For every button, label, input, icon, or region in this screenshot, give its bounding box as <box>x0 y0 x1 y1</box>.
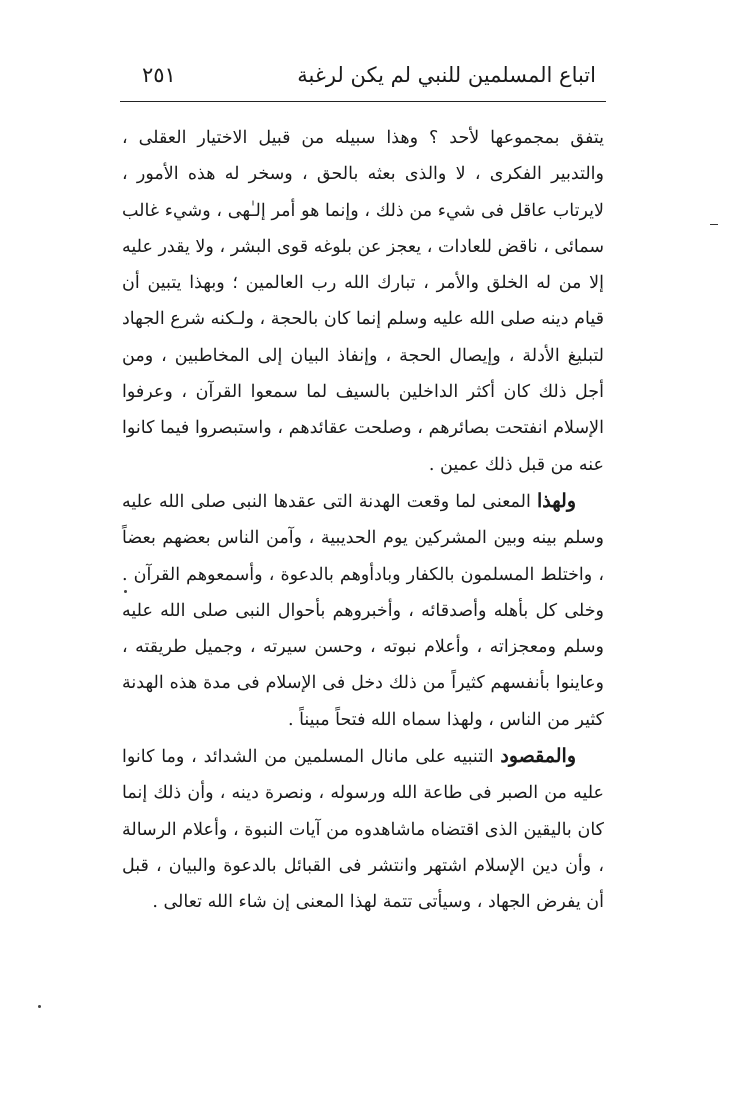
paragraph-3-text: التنبيه على مانال المسلمين من الشدائد ، وما كانوا عليه من الصبر فى طاعة الله ورسوله ، ونصرة دينه ، وأن ذلك إنما كان باليقين الذى اقتضاه ماشاهدوه من آيات النبوة ، وأعلام الرسالة ، وأن دين الإسلام اشتهر وانتشر فى القبائل بالدعوة والبيان ، قبل أن يفرض الجهاد ، وسيأتى تتمة لهذا المعنى إن شاء الله تعالى . <box>122 747 604 913</box>
page-header <box>120 54 606 98</box>
header-rule <box>120 101 606 102</box>
paragraph-2-lead: ولهذا <box>537 489 576 512</box>
running-title: اتباع المسلمين للنبي لم يكن لرغبة <box>297 63 596 87</box>
paragraph-2-text: المعنى لما وقعت الهدنة التى عقدها النبى صلى الله عليه وسلم بينه وبين المشركين يوم الحديبية ، وآمن الناس بعضهم بعضاً ، واختلط المسلمون بالكفار وبادأوهم بالدعوة ، وأسمعوهم القرآن . وخلى كل بأهله وأصدقائه ، وأخبروهم بأحوال النبى صلى الله عليه وسلم ومعجزاته ، وأعلام نبوته ، وحسن سيرته ، وجميل طريقته ، وعاينوا بأنفسهم كثيراً من ذلك دخل فى الإسلام فى مدة هذه الهدنة كثير من الناس ، ولهذا سماه الله فتحاً مبيناً . <box>122 491 604 730</box>
margin-mark <box>710 224 718 225</box>
body-text <box>122 120 604 921</box>
page-number: ٢٥١ <box>142 63 176 87</box>
paragraph-3 <box>122 738 604 920</box>
scan-dot <box>124 590 127 593</box>
paragraph-1-text: يتفق بمجموعها لأحد ؟ وهذا سبيله من قبيل الاختيار العقلى ، والتدبير الفكرى ، لا والذى بعثه بالحق ، وسخر له هذه الأمور ، لايرتاب عاقل فى شيء من ذلك ، وإنما هو أمر إلـٰهى ، وشيء غالب سمائى ، ناقض للعادات ، يعجز عن بلوغه قوى البشر ، ولا يقدر عليه إلا من له الخلق والأمر ، تبارك الله رب العالمين ؛ وبهذا يتبين أن قيام دينه صلى الله عليه وسلم إنما كان بالحجة ، ولـكنه شرع الجهاد لتبليغ الأدلة ، وإيصال الحجة ، وإنفاذ البيان إلى المخاطبين ، ومن أجل ذلك كان أكثر الداخلين بالسيف لما سمعوا القرآن ، وعرفوا الإسلام انفتحت بصائرهم ، وصلحت عقائدهم ، واستبصروا فيما كانوا عنه من قبل ذلك عمين . <box>122 128 604 475</box>
paragraph-1 <box>122 120 604 483</box>
scan-dot <box>38 1005 41 1008</box>
paragraph-3-lead: والمقصود <box>500 745 576 768</box>
paragraph-2 <box>122 483 604 738</box>
